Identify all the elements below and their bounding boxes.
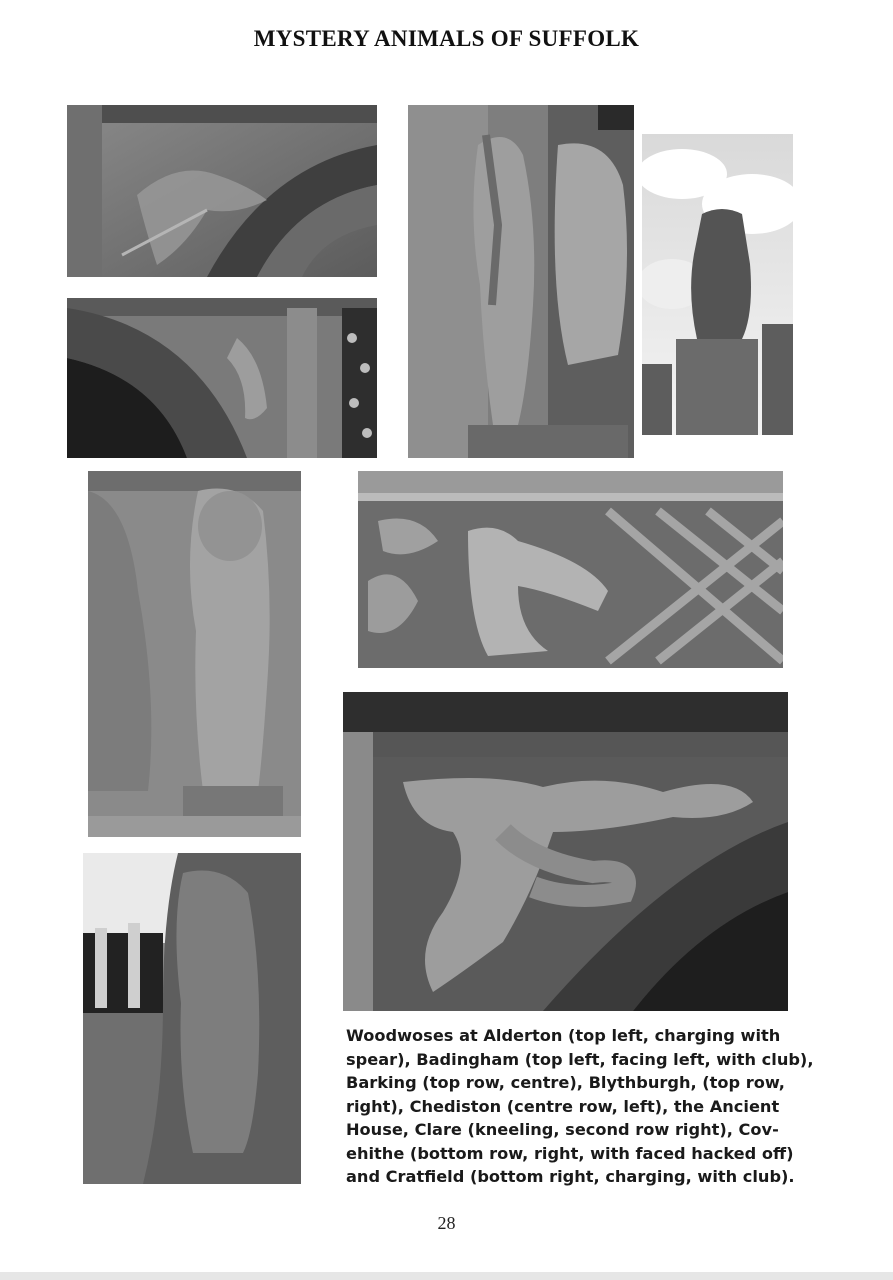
photo-clare-kneeling-woodwose (358, 471, 783, 668)
photo-alderton-spandrel (67, 105, 377, 277)
photo-cratfield-woodwose (343, 692, 788, 1011)
figure-caption: Woodwoses at Alderton (top left, charging with spear), Badingham (top left, facing left, with club), Barking (top row, centre), Blythburgh, (top row, right), Chediston (centre row, left), the Ancient House, Clare (kneeling, second row right), Cov-ehithe (bottom row, right, with faced hacked off) and Cratfield (bottom right, charging, with club). (346, 1026, 814, 1186)
photo-covehithe-woodwose (83, 853, 301, 1184)
photo-chediston-woodwose (88, 471, 301, 837)
photo-badingham-spandrel (67, 298, 377, 458)
page-title: MYSTERY ANIMALS OF SUFFOLK (253, 26, 640, 51)
photo-barking-woodwose (408, 105, 634, 458)
page-number: 28 (437, 1213, 456, 1233)
photo-blythburgh-pinnacle (642, 134, 793, 435)
page-bottom-edge (0, 1272, 893, 1280)
